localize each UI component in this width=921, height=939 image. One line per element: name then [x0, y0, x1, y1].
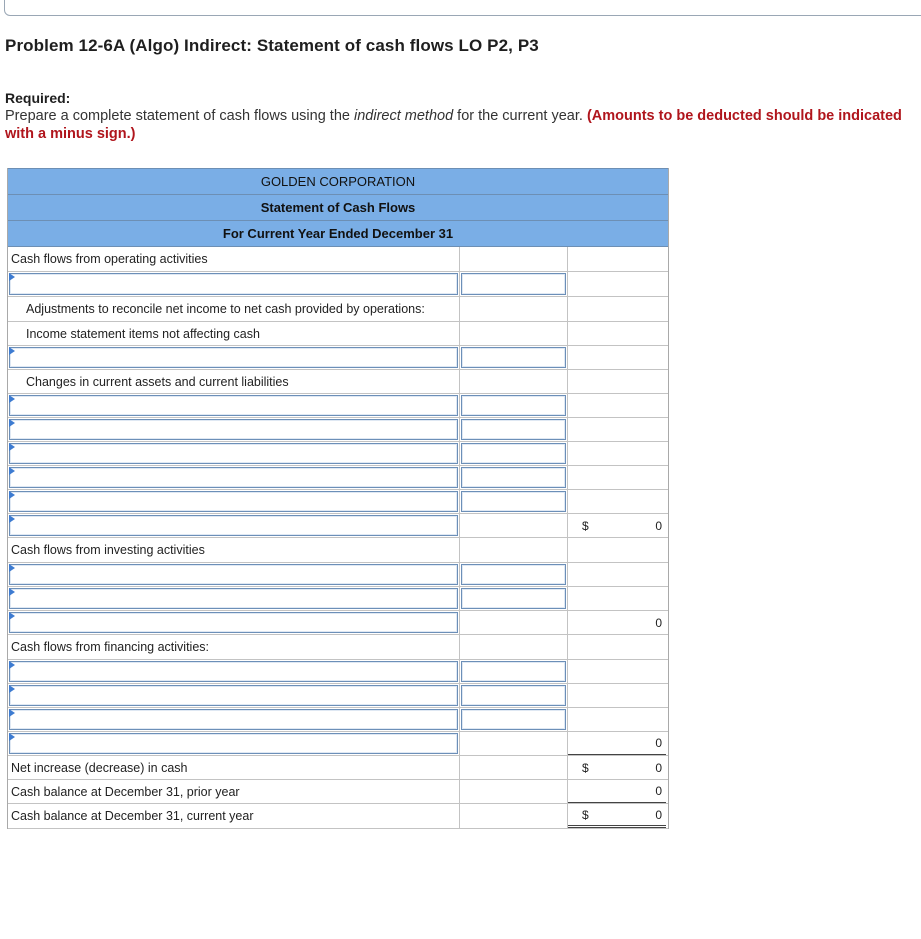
row-changes: [8, 370, 668, 394]
row-net-increase: [8, 756, 668, 780]
dropdown-marker-icon[interactable]: [9, 733, 15, 741]
description-input[interactable]: [9, 467, 458, 488]
input-row-change-4: [8, 466, 668, 490]
statement-title: Statement of Cash Flows: [260, 200, 416, 215]
row-current-balance: [8, 804, 668, 829]
net-increase-label: Net increase (decrease) in cash: [11, 761, 188, 775]
amount-input[interactable]: [461, 661, 566, 682]
description-input[interactable]: [9, 395, 458, 416]
amount-input[interactable]: [461, 443, 566, 464]
dropdown-marker-icon[interactable]: [9, 661, 15, 669]
currency-symbol: $: [582, 760, 589, 775]
dropdown-marker-icon[interactable]: [9, 515, 15, 523]
input-row-change-2: [8, 418, 668, 442]
description-input[interactable]: [9, 564, 458, 585]
section-row-operating: [8, 247, 668, 272]
input-row-income-item: [8, 346, 668, 370]
amount-input[interactable]: [461, 685, 566, 706]
instruction-text: Prepare a complete statement of cash flows using the: [5, 108, 354, 124]
input-row-financing-3: [8, 708, 668, 732]
input-row-change-1: [8, 394, 668, 418]
operating-total-value: 0: [655, 518, 662, 533]
statement-title-header: [8, 195, 668, 221]
input-row-investing-1: [8, 563, 668, 587]
input-row-financing-2: [8, 684, 668, 708]
total-row-investing: [8, 611, 668, 635]
description-input[interactable]: [9, 491, 458, 512]
statement-period: For Current Year Ended December 31: [222, 226, 454, 241]
net-increase-value: 0: [655, 760, 662, 775]
company-name: GOLDEN CORPORATION: [260, 174, 416, 189]
amount-input[interactable]: [461, 491, 566, 512]
row-income-items: [8, 322, 668, 346]
input-row-investing-2: [8, 587, 668, 611]
row-prior-balance: [8, 780, 668, 804]
amount-input[interactable]: [461, 395, 566, 416]
description-input[interactable]: [9, 273, 458, 295]
current-balance-value: 0: [655, 807, 662, 822]
dropdown-marker-icon[interactable]: [9, 467, 15, 475]
section-row-investing: [8, 538, 668, 563]
investing-total-description-input[interactable]: [9, 612, 458, 633]
amount-input[interactable]: [461, 709, 566, 730]
input-row-net-income: [8, 272, 668, 297]
adjustments-label: Adjustments to reconcile net income to net cash provided by operations:: [26, 302, 425, 316]
total-row-operating: [8, 514, 668, 538]
amount-input[interactable]: [461, 564, 566, 585]
dropdown-marker-icon[interactable]: [9, 443, 15, 451]
operating-total-description-input[interactable]: [9, 515, 458, 536]
input-row-change-5: [8, 490, 668, 514]
changes-label: Changes in current assets and current liabilities: [26, 375, 289, 389]
dropdown-marker-icon[interactable]: [9, 612, 15, 620]
instructions: [5, 107, 910, 143]
dropdown-marker-icon[interactable]: [9, 395, 15, 403]
dropdown-marker-icon[interactable]: [9, 273, 15, 281]
description-input[interactable]: [9, 709, 458, 730]
description-input[interactable]: [9, 661, 458, 682]
current-balance-label: Cash balance at December 31, current year: [11, 809, 254, 823]
currency-symbol: $: [582, 518, 589, 533]
investing-label: Cash flows from investing activities: [11, 543, 205, 557]
dropdown-marker-icon[interactable]: [9, 419, 15, 427]
dropdown-marker-icon[interactable]: [9, 588, 15, 596]
required-label: Required:: [5, 90, 71, 106]
total-row-financing: [8, 732, 668, 756]
company-header: [8, 168, 668, 195]
page-title: Problem 12-6A (Algo) Indirect: Statement of cash flows LO P2, P3: [5, 36, 539, 55]
currency-symbol: $: [582, 807, 589, 822]
input-row-financing-1: [8, 660, 668, 684]
amount-input[interactable]: [461, 419, 566, 440]
previous-panel-edge: [4, 0, 921, 16]
instruction-warning: (Amounts to be deducted should be indicated with a minus sign.): [5, 108, 902, 142]
dropdown-marker-icon[interactable]: [9, 564, 15, 572]
description-input[interactable]: [9, 419, 458, 440]
dropdown-marker-icon[interactable]: [9, 491, 15, 499]
dropdown-marker-icon[interactable]: [9, 347, 15, 355]
row-adjustments: [8, 297, 668, 322]
amount-input[interactable]: [461, 467, 566, 488]
instruction-text-end: for the current year.: [453, 108, 587, 124]
financing-total-value: 0: [655, 736, 662, 750]
financing-total-description-input[interactable]: [9, 733, 458, 754]
cash-flow-statement: [7, 168, 669, 829]
amount-input[interactable]: [461, 273, 566, 295]
description-input[interactable]: [9, 588, 458, 609]
income-items-label: Income statement items not affecting cash: [26, 327, 260, 341]
input-row-change-3: [8, 442, 668, 466]
prior-balance-label: Cash balance at December 31, prior year: [11, 785, 240, 799]
operating-label: Cash flows from operating activities: [11, 252, 208, 266]
period-header: [8, 221, 668, 247]
description-input[interactable]: [9, 347, 458, 368]
section-row-financing: [8, 635, 668, 660]
financing-label: Cash flows from financing activities:: [11, 640, 209, 654]
description-input[interactable]: [9, 685, 458, 706]
dropdown-marker-icon[interactable]: [9, 709, 15, 717]
amount-input[interactable]: [461, 588, 566, 609]
description-input[interactable]: [9, 443, 458, 464]
instruction-emphasis: indirect method: [354, 108, 454, 124]
amount-input[interactable]: [461, 347, 566, 368]
investing-total-value: 0: [655, 615, 662, 630]
prior-balance-value: 0: [655, 784, 662, 798]
dropdown-marker-icon[interactable]: [9, 685, 15, 693]
